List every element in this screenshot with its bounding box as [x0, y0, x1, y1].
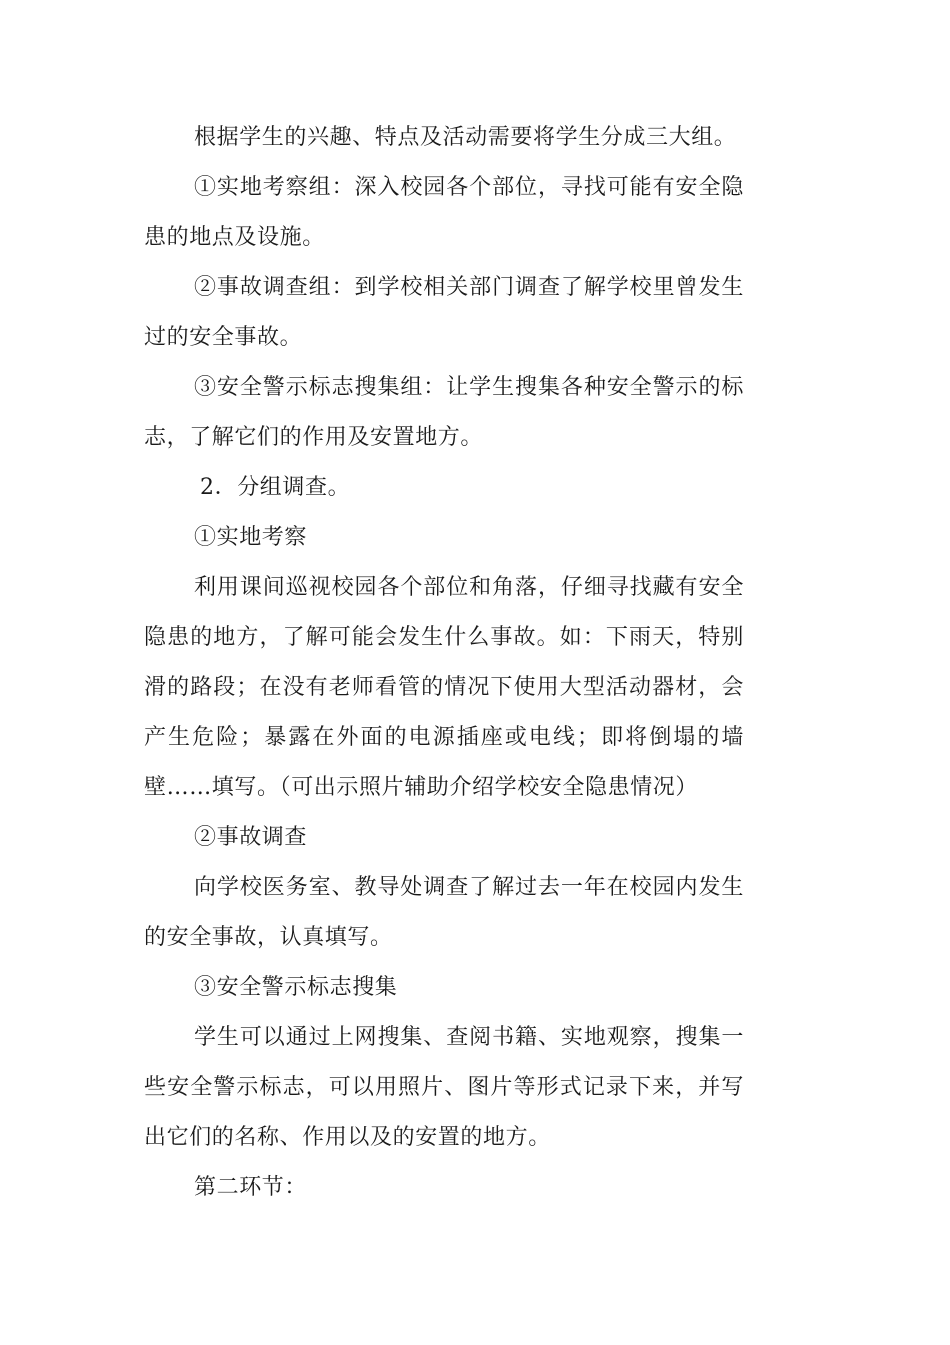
paragraph-grouping-intro: 根据学生的兴趣、特点及活动需要将学生分成三大组。 — [194, 125, 737, 150]
subheading-field-survey: ①实地考察 — [194, 525, 308, 550]
paragraph-accident-survey-detail: 向学校医务室、教导处调查了解过去一年在校园内发生的安全事故，认真填写。 — [144, 875, 744, 950]
subheading-accident-survey: ②事故调查 — [194, 825, 308, 850]
paragraph-warning-sign-group: ③安全警示标志搜集组：让学生搜集各种安全警示的标志，了解它们的作用及安置地方。 — [144, 375, 744, 450]
subheading-warning-sign-collection: ③安全警示标志搜集 — [194, 975, 398, 1000]
paragraph-accident-survey-group: ②事故调查组：到学校相关部门调查了解学校里曾发生过的安全事故。 — [144, 275, 744, 350]
heading-second-stage: 第二环节： — [194, 1175, 308, 1200]
paragraph-field-survey-group: ①实地考察组：深入校园各个部位，寻找可能有安全隐患的地点及设施。 — [144, 175, 744, 250]
paragraph-field-survey-detail: 利用课间巡视校园各个部位和角落，仔细寻找藏有安全隐患的地方，了解可能会发生什么事故。如：下雨天，特别滑的路段；在没有老师看管的情况下使用大型活动器材，会产生危险；暴露在外面的电源插座或电线；即将倒塌的墙壁……填写。（可出示照片辅助介绍学校安全隐患情况） — [144, 575, 744, 800]
paragraph-warning-sign-detail: 学生可以通过上网搜集、查阅书籍、实地观察，搜集一些安全警示标志，可以用照片、图片等形式记录下来，并写出它们的名称、作用以及的安置的地方。 — [144, 1025, 744, 1150]
heading-group-survey: 2．分组调查。 — [200, 475, 351, 500]
document-body — [144, 113, 744, 1213]
